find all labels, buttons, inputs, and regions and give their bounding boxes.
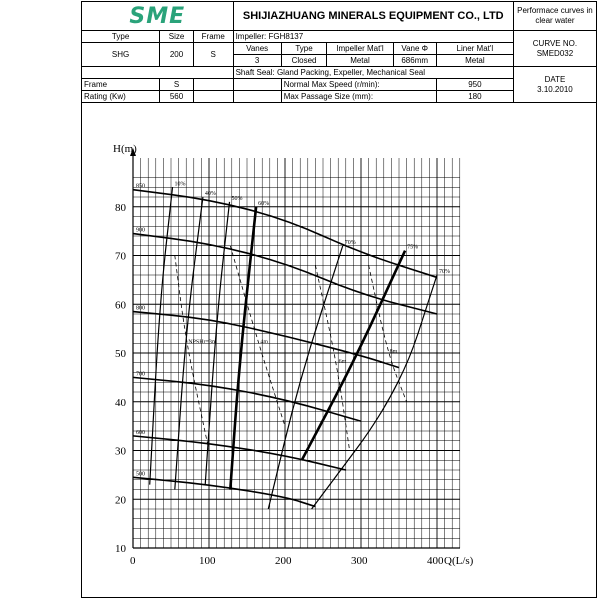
y-axis-label: H(m) — [113, 143, 137, 155]
speed-label: Normal Max Speed (r/min): — [281, 79, 436, 91]
y-tick-label: 30 — [115, 445, 126, 458]
impeller-mat-label: Impeller Mat'l — [327, 43, 393, 55]
y-tick-label: 80 — [115, 201, 126, 214]
shaft-seal: Shaft Seal: Gland Packing, Expeller, Mechanical Seal — [233, 67, 513, 79]
speed-label: 500 — [136, 471, 145, 478]
date-value: 3.10.2010 — [537, 84, 573, 94]
y-tick-label: 60 — [115, 299, 126, 312]
logo-text: SME — [129, 3, 186, 29]
type-value: SHG — [82, 43, 160, 67]
speed-label: 700 — [136, 371, 145, 378]
speed-value: 950 — [436, 79, 513, 91]
impeller-code: Impeller: FGH8137 — [233, 31, 513, 43]
date-label: DATE — [544, 74, 566, 84]
passage-value: 180 — [436, 91, 513, 103]
y-tick-label: 70 — [115, 250, 126, 263]
speed-label: 900 — [136, 227, 145, 234]
rating-value: 560 — [160, 91, 194, 103]
x-tick-label: 300 — [351, 555, 368, 567]
vane-dia-label: Vane Φ — [393, 43, 436, 55]
speed-label: 600 — [136, 429, 145, 436]
x-axis-label: Q(L/s) — [444, 555, 474, 567]
x-tick-label: 200 — [275, 555, 292, 567]
y-tick-label: 40 — [115, 396, 126, 409]
y-tick-label: 20 — [115, 494, 126, 507]
npsh-label: 8m — [389, 349, 398, 355]
speed-label: 800 — [136, 305, 145, 312]
type-label: Type — [82, 31, 160, 43]
chart-axes — [130, 148, 460, 548]
imp-type-label: Type — [281, 43, 327, 55]
efficiency-label: 70% — [439, 269, 450, 275]
y-tick-label: 50 — [115, 348, 126, 360]
vanes-label: Vanes — [233, 43, 281, 55]
frame-label: Frame — [193, 31, 233, 43]
passage-label: Max Passage Size (mm): — [281, 91, 436, 103]
efficiency-label: 60% — [258, 200, 270, 207]
vanes-value: 3 — [233, 55, 281, 67]
curve-no-value: SMED032 — [536, 48, 574, 58]
frame-row-value: S — [160, 79, 194, 91]
x-tick-label: 0 — [130, 555, 136, 567]
vane-dia-value: 686mm — [393, 55, 436, 67]
curve-no-label: CURVE NO. — [532, 38, 578, 48]
efficiency-label: 70% — [344, 239, 356, 246]
size-value: 200 — [160, 43, 194, 67]
npsh-label: 4m — [260, 339, 269, 346]
frame-value: S — [193, 43, 233, 67]
x-tick-label: 100 — [199, 555, 216, 567]
size-label: Size — [160, 31, 194, 43]
efficiency-curve — [268, 246, 342, 509]
liner-mat-label: Liner Mat'l — [436, 43, 513, 55]
frame-row-label: Frame — [82, 79, 160, 91]
efficiency-label: 75% — [407, 244, 419, 251]
liner-mat-value: Metal — [436, 55, 513, 67]
y-tick-label: 10 — [115, 543, 126, 555]
npsh-label: NPSHr=3m — [188, 339, 217, 346]
efficiency-label: 40% — [204, 191, 216, 197]
efficiency-label: 10% — [174, 181, 186, 188]
impeller-mat-value: Metal — [327, 55, 393, 67]
perf-title: Performace curves in clear water — [513, 2, 596, 31]
rating-label: Rating (Kw) — [82, 91, 160, 103]
x-tick-label: 400 — [427, 555, 444, 567]
efficiency-label: 50% — [231, 195, 243, 202]
speed-label: 850 — [136, 183, 145, 190]
company-name: SHIJIAZHUANG MINERALS EQUIPMENT CO., LTD — [233, 2, 513, 31]
imp-type-value: Closed — [281, 55, 327, 67]
npsh-label: 6m — [338, 358, 347, 365]
